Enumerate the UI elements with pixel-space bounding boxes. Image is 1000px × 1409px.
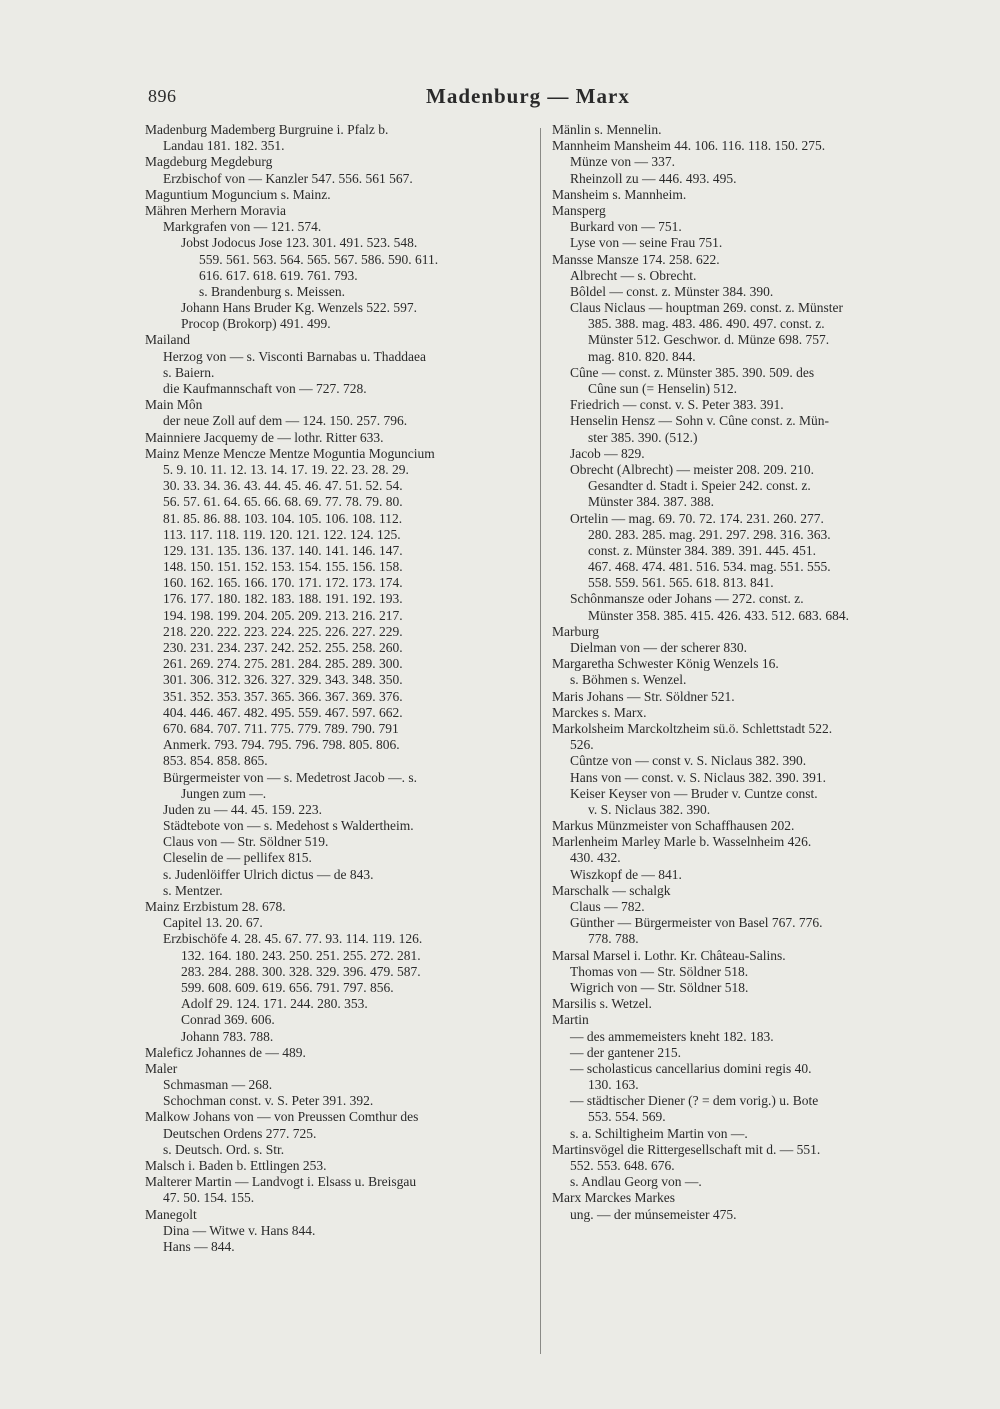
index-entry-subline: Erzbischof von — Kanzler 547. 556. 561 567. — [163, 170, 413, 186]
index-entry-heading: Manegolt — [145, 1206, 197, 1222]
index-entry-subline: Schônmansze oder Johans — 272. const. z. — [570, 591, 804, 607]
index-entry-subline: Claus — 782. — [570, 899, 645, 914]
index-entry-subline: 230. 231. 234. 237. 242. 252. 255. 258. 260. — [163, 640, 403, 655]
index-entry-heading: Markus Münzmeister von Schaffhausen 202. — [552, 818, 795, 834]
index-entry-subline: Herzog von — s. Visconti Barnabas u. Thaddaea — [163, 348, 426, 364]
index-entry-subline: Jungen zum —. — [181, 785, 267, 801]
index-entry-subline: Dina — Witwe v. Hans 844. — [163, 1222, 316, 1238]
index-entry-subline: 599. 608. 609. 619. 656. 791. 797. 856. — [181, 979, 394, 995]
index-entry-subline: 467. 468. 474. 481. 516. 534. mag. 551. 555. — [588, 559, 831, 575]
index-entry-subline: Bürgermeister von — s. Medetrost Jacob —. s. — [163, 769, 417, 785]
index-entry-subline: 430. 432. — [570, 850, 621, 866]
index-entry-heading: Mannheim Mansheim 44. 106. 116. 118. 150. 275. — [552, 138, 826, 154]
index-entry-subline: Ortelin — mag. 69. 70. 72. 174. 231. 260. 277. — [570, 510, 824, 526]
index-entry-heading: Maguntium Moguncium s. Mainz. — [145, 186, 331, 202]
index-entry-subline: 553. 554. 569. — [588, 1109, 666, 1125]
index-entry-heading: Mansheim s. Mannheim. — [552, 186, 687, 202]
index-entry-heading: Maleficz Johannes de — 489. — [145, 1044, 306, 1060]
index-entry-subline: Conrad 369. 606. — [181, 1012, 275, 1028]
index-entry-heading: Maler — [145, 1060, 178, 1076]
index-entry-subline: der neue Zoll auf dem — 124. 150. 257. 796. — [163, 413, 408, 429]
index-entry-subline: Friedrich — const. v. S. Peter 383. 391. — [570, 397, 784, 413]
index-entry-subline: Hans — 844. — [163, 1238, 235, 1254]
index-entry-subline: 558. 559. 561. 565. 618. 813. 841. — [588, 575, 774, 591]
index-entry-subline: — des ammemeisters kneht 182. 183. — [570, 1028, 774, 1044]
index-entry-subline: Wigrich von — Str. Söldner 518. — [570, 979, 749, 995]
index-entry-subline: Schmasman — 268. — [163, 1077, 273, 1093]
index-entry-subline: 351. 352. 353. 357. 365. 366. 367. 369. 376. — [163, 688, 403, 704]
index-entry-subline: 404. 446. 467. 482. 495. 559. 467. 597. 662. — [163, 704, 403, 720]
index-entry-subline: mag. 810. 820. 844. — [588, 348, 696, 364]
index-entry-subline: 385. 388. mag. 483. 486. 490. 497. const. z. — [588, 316, 825, 332]
index-entry-subline: 148. 150. 151. 152. 153. 154. 155. 156. 158. — [163, 559, 403, 575]
page-number: 896 — [148, 86, 177, 106]
index-entry-subline: die Kaufmannschaft von — 727. 728. — [163, 381, 367, 396]
index-entry-subline: Münze von — 337. — [570, 154, 675, 170]
index-entry-heading: Margaretha Schwester König Wenzels 16. — [552, 656, 779, 672]
index-entry-subline: Keiser Keyser von — Bruder v. Cuntze const. — [570, 785, 818, 801]
index-entry-subline: 30. 33. 34. 36. 43. 44. 45. 46. 47. 51. 52. 54. — [163, 478, 403, 494]
index-entry-subline: v. S. Niclaus 382. 390. — [588, 801, 711, 817]
index-entry-subline: Schochman const. v. S. Peter 391. 392. — [163, 1093, 374, 1109]
index-entry-subline: Münster 512. Geschwor. d. Münze 698. 757. — [588, 332, 830, 348]
index-entry-subline: s. Deutsch. Ord. s. Str. — [163, 1141, 285, 1157]
index-entry-heading: Mänlin s. Mennelin. — [552, 122, 662, 137]
index-entry-subline: 559. 561. 563. 564. 565. 567. 586. 590. 611. — [199, 251, 439, 267]
index-entry-subline: 283. 284. 288. 300. 328. 329. 396. 479. 587. — [181, 963, 421, 979]
index-entry-subline: Adolf 29. 124. 171. 244. 280. 353. — [181, 996, 368, 1012]
index-entry-subline: const. z. Münster 384. 389. 391. 445. 451. — [588, 542, 816, 558]
index-entry-subline: Capitel 13. 20. 67. — [163, 915, 263, 931]
index-entry-heading: Mainz Menze Mencze Mentze Moguntia Moguncium — [145, 445, 435, 461]
index-entry-subline: Burkard von — 751. — [570, 219, 682, 235]
index-entry-subline: Cûne — const. z. Münster 385. 390. 509. des — [570, 364, 815, 380]
index-entry-heading: Madenburg Mademberg Burgruine i. Pfalz b. — [145, 122, 389, 137]
index-entry-subline: Münster 358. 385. 415. 426. 433. 512. 683. 684. — [588, 607, 849, 623]
index-entry-subline: 129. 131. 135. 136. 137. 140. 141. 146. 147. — [163, 542, 403, 558]
index-entry-subline: Rheinzoll zu — 446. 493. 495. — [570, 170, 737, 186]
index-entry-subline: 261. 269. 274. 275. 281. 284. 285. 289. 300. — [163, 656, 403, 672]
index-entry-heading: Martinsvögel die Rittergesellschaft mit d. — 551. — [552, 1141, 821, 1157]
index-entry-heading: Malterer Martin — Landvogt i. Elsass u. Breisgau — [145, 1174, 417, 1190]
index-entry-subline: Wiszkopf de — 841. — [570, 866, 682, 882]
index-entry-subline: s. Baiern. — [163, 364, 215, 380]
index-entry-subline: Thomas von — Str. Söldner 518. — [570, 963, 749, 979]
index-entry-subline: 526. — [570, 737, 594, 753]
index-entry-subline: Markgrafen von — 121. 574. — [163, 219, 322, 235]
index-entry-subline: Hans von — const. v. S. Niclaus 382. 390. 391. — [570, 769, 826, 785]
index-entry-heading: Mainz Erzbistum 28. 678. — [145, 899, 286, 914]
index-entry-subline: 160. 162. 165. 166. 170. 171. 172. 173. 174. — [163, 575, 403, 591]
index-entry-subline: ster 385. 390. (512.) — [588, 429, 698, 445]
index-entry-subline: Dielman von — der scherer 830. — [570, 640, 747, 655]
index-entry-heading: Marschalk — schalgk — [552, 882, 671, 898]
index-entry-subline: s. Judenlöiffer Ulrich dictus — de 843. — [163, 866, 374, 882]
index-entry-subline: Johann 783. 788. — [181, 1028, 274, 1044]
index-entry-heading: Marsal Marsel i. Lothr. Kr. Château-Salins. — [552, 947, 786, 963]
index-entry-subline: Claus von — Str. Söldner 519. — [163, 834, 329, 850]
index-entry-subline: Münster 384. 387. 388. — [588, 494, 714, 510]
index-entry-heading: Mainniere Jacquemy de — lothr. Ritter 633. — [145, 429, 384, 445]
index-entry-subline: 5. 9. 10. 11. 12. 13. 14. 17. 19. 22. 23. 28. 29. — [163, 461, 409, 477]
index-entry-subline: — der gantener 215. — [570, 1044, 681, 1060]
index-entry-subline: Bôldel — const. z. Münster 384. 390. — [570, 283, 774, 299]
index-entry-subline: Cûntze von — const v. S. Niclaus 382. 390. — [570, 753, 807, 769]
index-entry-subline: Deutschen Ordens 277. 725. — [163, 1125, 317, 1141]
index-entry-subline: 670. 684. 707. 711. 775. 779. 789. 790. 791 — [163, 720, 399, 736]
index-entry-subline: Johann Hans Bruder Kg. Wenzels 522. 597. — [181, 300, 417, 316]
index-entry-heading: Mähren Merhern Moravia — [145, 202, 286, 218]
right-column — [552, 122, 942, 1223]
index-entry-subline: Henselin Hensz — Sohn v. Cûne const. z. Mün- — [570, 413, 829, 429]
index-entry-subline: Anmerk. 793. 794. 795. 796. 798. 805. 806. — [163, 737, 400, 753]
running-head: Madenburg — Marx — [426, 84, 630, 108]
index-entry-subline: Juden zu — 44. 45. 159. 223. — [163, 801, 322, 817]
index-entry-subline: Erzbischöfe 4. 28. 45. 67. 77. 93. 114. 119. 126. — [163, 931, 423, 947]
index-entry-subline: s. Mentzer. — [163, 882, 223, 898]
index-entry-subline: 47. 50. 154. 155. — [163, 1190, 255, 1206]
index-entry-subline: 778. 788. — [588, 931, 639, 947]
index-entry-heading: Mansperg — [552, 202, 606, 218]
index-entry-subline: 301. 306. 312. 326. 327. 329. 343. 348. 350. — [163, 672, 403, 688]
index-entry-subline: 853. 854. 858. 865. — [163, 753, 268, 769]
index-entry-subline: Jobst Jodocus Jose 123. 301. 491. 523. 548. — [181, 235, 418, 251]
index-entry-subline: Albrecht — s. Obrecht. — [570, 267, 697, 283]
index-entry-heading: Mansse Mansze 174. 258. 622. — [552, 251, 720, 267]
index-entry-subline: 81. 85. 86. 88. 103. 104. 105. 106. 108. 112. — [163, 510, 403, 526]
index-entry-heading: Maris Johans — Str. Söldner 521. — [552, 688, 735, 704]
index-entry-subline: Procop (Brokorp) 491. 499. — [181, 316, 331, 332]
index-entry-heading: Marsilis s. Wetzel. — [552, 996, 652, 1012]
index-entry-subline: 616. 617. 618. 619. 761. 793. — [199, 267, 358, 283]
index-entry-heading: Malkow Johans von — von Preussen Comthur des — [145, 1109, 419, 1125]
index-entry-subline: Cûne sun (= Henselin) 512. — [588, 381, 737, 396]
index-entry-subline: s. a. Schiltigheim Martin von —. — [570, 1125, 748, 1141]
index-entry-heading: Mailand — [145, 332, 190, 348]
index-entry-subline: 113. 117. 118. 119. 120. 121. 122. 124. 125. — [163, 526, 401, 542]
index-entry-subline: Günther — Bürgermeister von Basel 767. 776. — [570, 915, 823, 931]
index-entry-heading: Marckes s. Marx. — [552, 704, 647, 720]
index-entry-subline: Gesandter d. Stadt i. Speier 242. const. z. — [588, 478, 811, 494]
left-column — [145, 122, 530, 1255]
index-entry-subline: Jacob — 829. — [570, 445, 645, 461]
index-entry-heading: Malsch i. Baden b. Ettlingen 253. — [145, 1158, 327, 1173]
index-entry-subline: s. Böhmen s. Wenzel. — [570, 672, 687, 688]
index-entry-heading: Marlenheim Marley Marle b. Wasselnheim 426. — [552, 834, 812, 850]
index-entry-subline: ung. — der múnsemeister 475. — [570, 1206, 737, 1222]
index-entry-subline: 130. 163. — [588, 1077, 639, 1093]
index-entry-subline: Städtebote von — s. Medehost s Waldertheim. — [163, 818, 414, 834]
index-entry-subline: 176. 177. 180. 182. 183. 188. 191. 192. 193. — [163, 591, 403, 607]
index-entry-subline: — scholasticus cancellarius domini regis 40. — [570, 1060, 812, 1076]
index-entry-subline: 132. 164. 180. 243. 250. 251. 255. 272. 281. — [181, 947, 421, 963]
index-entry-subline: — städtischer Diener (? = dem vorig.) u. Bote — [570, 1093, 819, 1109]
index-entry-subline: Lyse von — seine Frau 751. — [570, 235, 723, 251]
index-entry-heading: Marburg — [552, 623, 599, 639]
index-entry-subline: 280. 283. 285. mag. 291. 297. 298. 316. 363. — [588, 526, 831, 542]
index-entry-heading: Martin — [552, 1012, 589, 1028]
index-entry-subline: Claus Niclaus — houptman 269. const. z. Münster — [570, 300, 843, 316]
index-entry-heading: Magdeburg Megdeburg — [145, 154, 273, 170]
index-entry-subline: s. Brandenburg s. Meissen. — [199, 283, 345, 299]
index-entry-subline: s. Andlau Georg von —. — [570, 1174, 702, 1190]
index-entry-subline: Cleselin de — pellifex 815. — [163, 850, 312, 866]
column-divider — [540, 128, 541, 1354]
index-entry-heading: Markolsheim Marckoltzheim sü.ö. Schlettstadt 522. — [552, 720, 833, 736]
index-entry-subline: 194. 198. 199. 204. 205. 209. 213. 216. 217. — [163, 607, 403, 623]
index-entry-heading: Marx Marckes Markes — [552, 1190, 675, 1206]
index-entry-subline: 552. 553. 648. 676. — [570, 1158, 675, 1173]
index-entry-subline: Obrecht (Albrecht) — meister 208. 209. 210. — [570, 461, 815, 477]
index-entry-subline: Landau 181. 182. 351. — [163, 138, 285, 154]
index-entry-heading: Main Môn — [145, 397, 203, 413]
index-entry-subline: 218. 220. 222. 223. 224. 225. 226. 227. 229. — [163, 623, 403, 639]
index-entry-subline: 56. 57. 61. 64. 65. 66. 68. 69. 77. 78. 79. 80. — [163, 494, 403, 510]
